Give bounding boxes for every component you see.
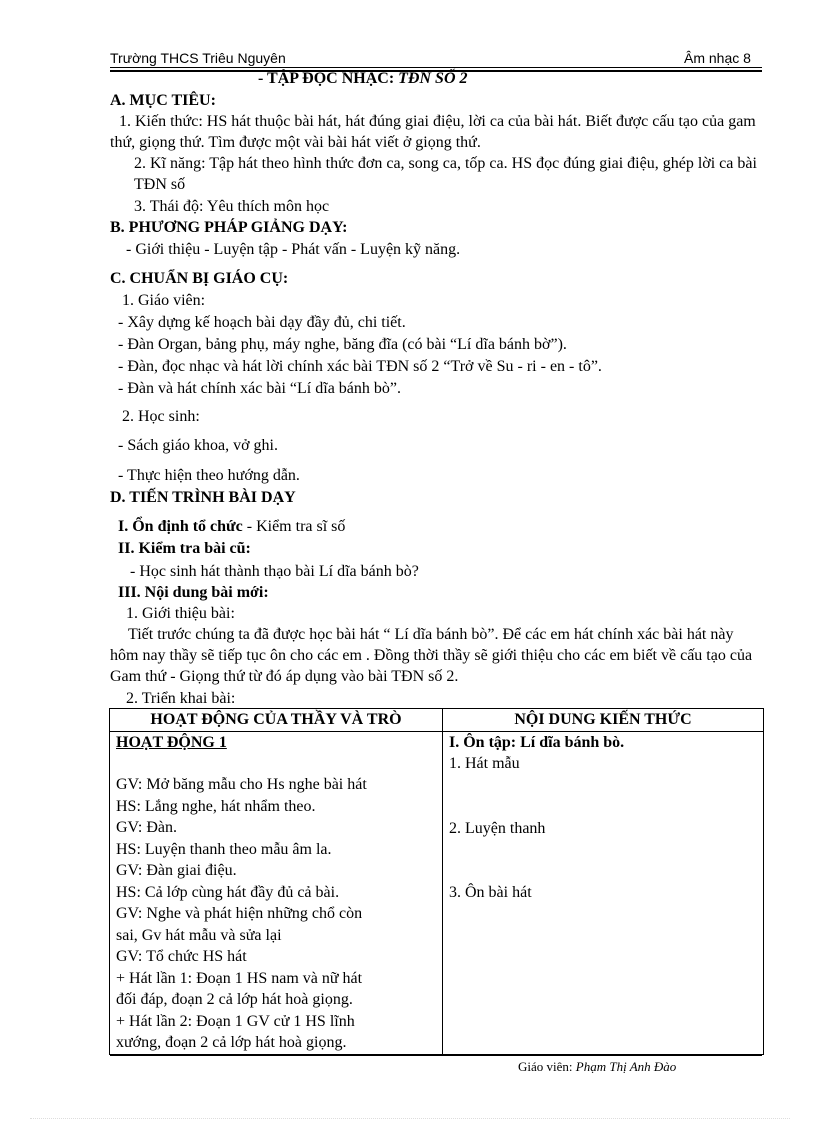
section-a-knowledge: 1. Kiến thức: HS hát thuộc bài hát, hát đúng giai điệu, lời ca của bài hát. Biết được cấu tạo của gam thứ, giọng thứ. Tìm được một vài bài hát viết ở giọng thứ. <box>110 113 756 151</box>
step-iii: III. Nội dung bài mới: <box>118 584 269 601</box>
content-cell <box>443 731 764 1054</box>
activity-cell <box>110 731 443 1054</box>
step-i-rest: - Kiểm tra sĩ số <box>242 518 346 535</box>
intro-paragraph: Tiết trước chúng ta đã được học bài hát “ Lí dĩa bánh bò”. Để các em hát chính xác bài hát này hôm nay thầy sẽ tiếp tục ôn cho các em . Đồng thời thầy sẽ giới thiệu cho các em biết về cấu tạo của Gam thứ - Giọng thứ từ đó áp dụng vào bài TĐN số 2. <box>110 626 753 685</box>
activity-line: sai, Gv hát mẫu và sửa lại <box>116 926 282 944</box>
activity-line: + Hát lần 1: Đoạn 1 HS nam và nữ hát <box>116 969 363 987</box>
section-a-heading: A. MỤC TIÊU: <box>110 92 216 109</box>
lesson-title-name: TĐN SỐ 2 <box>398 70 468 87</box>
activity-line: HS: Luyện thanh theo mẫu âm la. <box>116 840 332 858</box>
content-item-2: 2. Luyện thanh <box>449 819 546 837</box>
lesson-title <box>258 68 468 89</box>
student-item-2: - Thực hiện theo hướng dẫn. <box>118 467 300 484</box>
activity-line: GV: Đàn giai điệu. <box>116 862 237 879</box>
table-header-activity: HOẠT ĐỘNG CỦA THẦY VÀ TRÒ <box>110 709 443 732</box>
section-b-heading: B. PHƯƠNG PHÁP GIẢNG DẠY: <box>110 219 348 236</box>
activity-line: GV: Nghe và phát hiện những chổ còn <box>116 905 363 922</box>
step-i-title: I. Ổn định tổ chức <box>118 518 243 535</box>
activity-line: HS: Lắng nghe, hát nhẩm theo. <box>116 797 316 815</box>
teacher-item-1: - Xây dựng kế hoạch bài dạy đầy đủ, chi tiết. <box>118 314 406 331</box>
table-header-content: NỘI DUNG KIẾN THỨC <box>443 709 764 732</box>
activity-line: GV: Đàn. <box>116 819 178 836</box>
section-a-attitude: 3. Thái độ: Yêu thích môn học <box>134 198 330 215</box>
content-title: I. Ôn tập: Lí dĩa bánh bò. <box>449 733 625 751</box>
student-heading: 2. Học sinh: <box>122 408 200 425</box>
content-item-3: 3. Ôn bài hát <box>449 884 532 901</box>
student-item-1: - Sách giáo khoa, vở ghi. <box>118 437 278 454</box>
lesson-title-prefix: - TẬP ĐỌC NHẠC: <box>258 70 395 87</box>
intro-heading: 1. Giới thiệu bài: <box>126 605 235 622</box>
content-item-1: 1. Hát mẫu <box>449 755 520 772</box>
section-b-text: - Giới thiệu - Luyện tập - Phát vấn - Luyện kỹ năng. <box>126 241 461 258</box>
activity-line: HS: Cả lớp cùng hát đầy đủ cả bài. <box>116 883 340 901</box>
activity-line: xướng, đoạn 2 cả lớp hát hoà giọng. <box>116 1034 347 1051</box>
teacher-item-4: - Đàn và hát chính xác bài “Lí dĩa bánh bò”. <box>118 380 401 397</box>
teacher-item-2: - Đàn Organ, bảng phụ, máy nghe, băng đĩa (có bài “Lí dĩa bánh bờ”). <box>118 336 567 353</box>
section-a-skills: 2. Kĩ năng: Tập hát theo hình thức đơn ca, song ca, tốp ca. HS đọc đúng giai điệu, ghép lời ca bài TĐN số <box>134 155 757 193</box>
activity-table <box>109 708 764 1055</box>
activity-line: GV: Mở băng mẫu cho Hs nghe bài hát <box>116 776 367 793</box>
teacher-item-3: - Đàn, đọc nhạc và hát lời chính xác bài TĐN số 2 “Trở về Su - ri - en - tô”. <box>118 358 602 375</box>
step-i <box>118 516 345 537</box>
step-ii: II. Kiểm tra bài cũ: <box>118 540 251 557</box>
table-row <box>110 731 764 1054</box>
deploy-heading: 2. Triển khai bài: <box>126 690 236 707</box>
header-school: Trường THCS Triêu Nguyên <box>110 50 286 66</box>
footer-teacher-name: Phạm Thị Anh Đào <box>575 1059 677 1074</box>
teacher-heading: 1. Giáo viên: <box>122 292 206 309</box>
activity-line: đối đáp, đoạn 2 cả lớp hát hoà giọng. <box>116 991 353 1008</box>
activity-line: GV: Tổ chức HS hát <box>116 948 247 965</box>
step-ii-question: - Học sinh hát thành thạo bài Lí dĩa bánh bò? <box>130 563 419 580</box>
page-bottom-divider <box>30 1118 790 1119</box>
footer-rule <box>110 1055 762 1056</box>
header-subject: Âm nhạc 8 <box>684 50 751 66</box>
footer-label: Giáo viên: <box>518 1059 573 1074</box>
section-c-heading: C. CHUẨN BỊ GIÁO CỤ: <box>110 270 289 287</box>
table-header-row <box>110 709 764 732</box>
activity-line: + Hát lần 2: Đoạn 1 GV cử 1 HS lĩnh <box>116 1012 355 1030</box>
section-d-heading: D. TIẾN TRÌNH BÀI DẠY <box>110 489 296 506</box>
activity-title: HOẠT ĐỘNG 1 <box>116 733 227 751</box>
footer-teacher <box>518 1059 676 1075</box>
